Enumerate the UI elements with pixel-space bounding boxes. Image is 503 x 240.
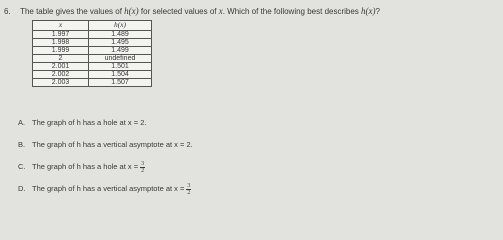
question-text-middle: for selected values of	[140, 7, 217, 16]
answer-choices	[18, 112, 193, 200]
table-cell-hx: 1.501	[89, 63, 152, 71]
table-cell-hx: 1.507	[89, 79, 152, 87]
choice-text: The graph of h has a vertical asymptote at x = 2.	[32, 140, 193, 149]
question-prompt	[4, 6, 500, 17]
fraction-numerator: 3	[141, 160, 145, 167]
table-cell-hx: 1.504	[89, 71, 152, 79]
table-row	[33, 31, 152, 39]
table-row	[33, 63, 152, 71]
choice-d[interactable]	[18, 178, 193, 200]
choice-a[interactable]	[18, 112, 193, 134]
question-number: 6.	[4, 7, 11, 16]
table-row	[33, 47, 152, 55]
fraction	[140, 161, 145, 174]
choice-text: The graph of h has a vertical asymptote at x =	[32, 184, 185, 193]
function-notation: h(x)	[124, 6, 139, 16]
table-row	[33, 79, 152, 87]
values-table	[32, 20, 152, 87]
column-header-x: x	[33, 21, 89, 31]
fraction-denominator: 2	[141, 167, 145, 174]
table-cell-hx: 1.489	[89, 31, 152, 39]
choice-letter: B.	[18, 140, 26, 149]
choice-letter: D.	[18, 184, 26, 193]
table-cell-x: 2.003	[33, 79, 89, 87]
table-header-row	[33, 21, 152, 31]
question-text-before: The table gives the values of	[20, 7, 122, 16]
question-end: ?	[375, 7, 380, 16]
question-text-after: . Which of the following best describes	[222, 7, 359, 16]
table-cell-x: 2.001	[33, 63, 89, 71]
table-cell-x: 2.002	[33, 71, 89, 79]
choice-c[interactable]	[18, 156, 193, 178]
choice-letter: A.	[18, 118, 26, 127]
table-cell-x: 1.998	[33, 39, 89, 47]
table-row	[33, 55, 152, 63]
table-cell-x: 1.999	[33, 47, 89, 55]
choice-text: The graph of h has a hole at x = 2.	[32, 118, 147, 127]
variable-x: x	[218, 6, 223, 16]
column-header-hx: h(x)	[89, 21, 152, 31]
table-cell-hx: 1.495	[89, 39, 152, 47]
fraction-denominator: 2	[187, 189, 191, 196]
table-cell-hx: 1.499	[89, 47, 152, 55]
function-notation-2: h(x)	[361, 6, 376, 16]
table-row	[33, 39, 152, 47]
fraction	[186, 183, 191, 196]
table-row	[33, 71, 152, 79]
table-cell-x: 2	[33, 55, 89, 63]
table-cell-x: 1.997	[33, 31, 89, 39]
fraction-numerator: 3	[187, 182, 191, 189]
table-cell-hx: undefined	[89, 55, 152, 63]
choice-letter: C.	[18, 162, 26, 171]
choice-text: The graph of h has a hole at x =	[32, 162, 139, 171]
choice-b[interactable]	[18, 134, 193, 156]
